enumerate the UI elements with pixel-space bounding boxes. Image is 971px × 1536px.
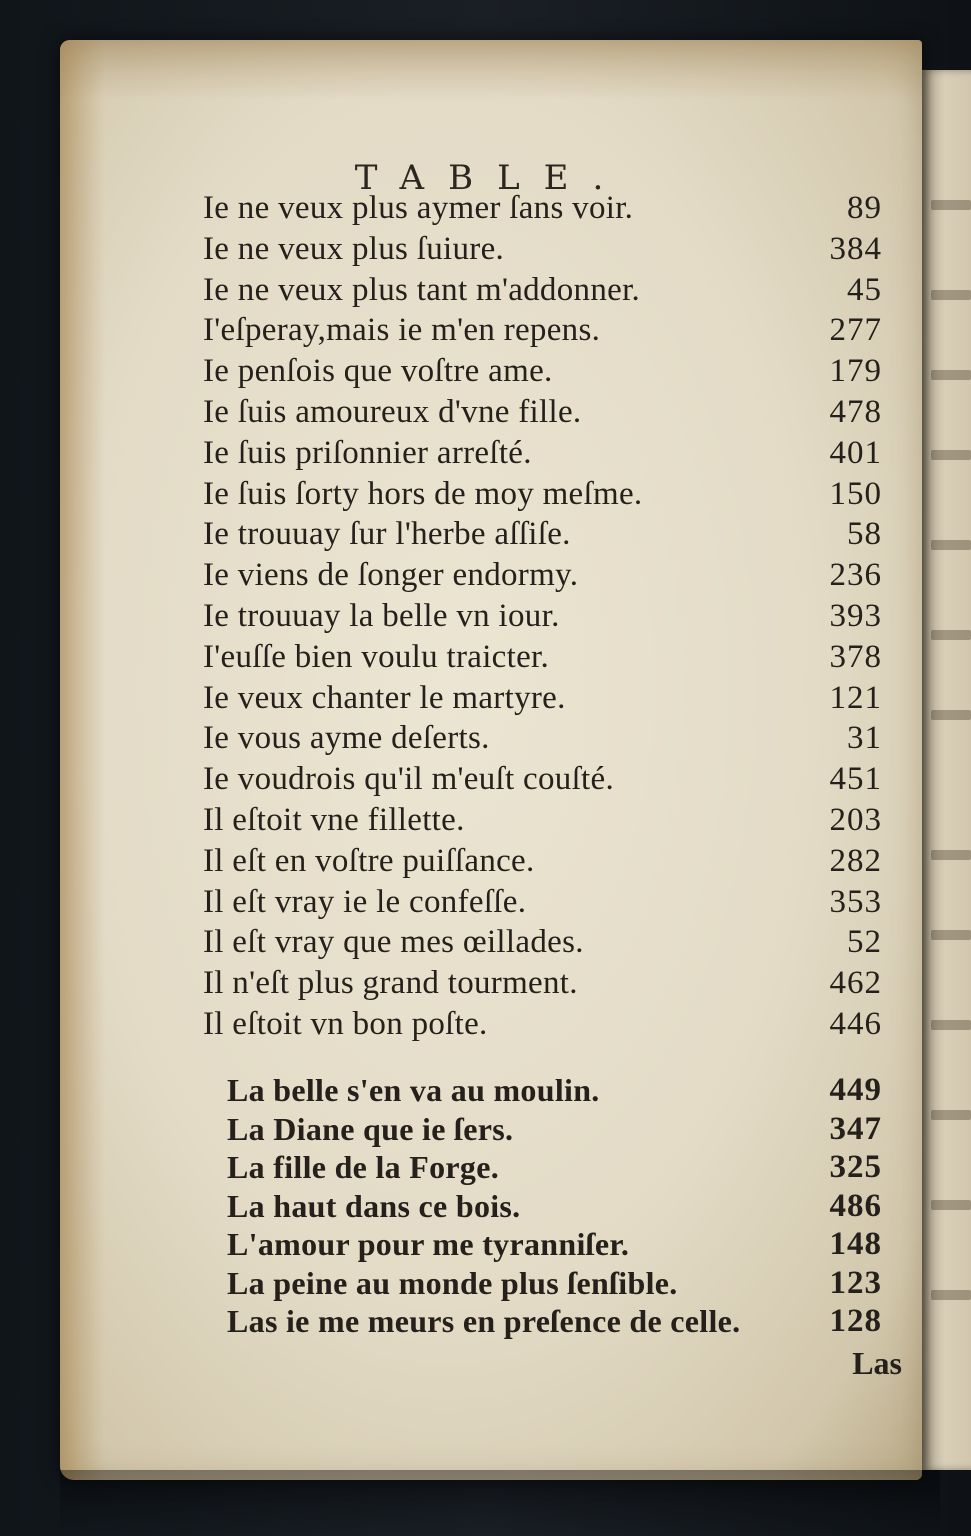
table-entry	[60, 312, 922, 352]
bleed-through-mark	[931, 540, 971, 550]
table-entry	[60, 1303, 922, 1343]
entry-page-number: 462	[829, 965, 882, 1002]
entry-title: Ie ſuis amoureux d'vne fille.	[203, 394, 582, 430]
table-entry	[60, 435, 922, 475]
catchword: Las	[852, 1345, 902, 1381]
entry-page-number: 150	[829, 475, 882, 512]
entry-page-number: 478	[829, 394, 882, 430]
entry-title: Ie voudrois qu'il m'euſt couſté.	[203, 761, 614, 798]
entry-title: Ie trouuay la belle vn iour.	[203, 598, 560, 634]
table-entry	[60, 843, 922, 883]
entry-title: Ie ne veux plus ſuiure.	[203, 230, 505, 267]
entry-title: Ie ſuis priſonnier arreſté.	[203, 434, 532, 471]
entry-page-number: 31	[847, 720, 882, 757]
entry-page-number: 393	[829, 598, 882, 634]
table-entry	[60, 476, 922, 516]
entry-title: Il eſt en voſtre puiſſance.	[203, 842, 535, 879]
entry-page-number: 148	[829, 1226, 882, 1262]
entry-page-number: 347	[829, 1110, 882, 1147]
entry-title: Il eſt vray que mes œillades.	[203, 924, 584, 961]
table-entry	[60, 884, 922, 924]
entry-page-number: 282	[829, 842, 882, 879]
entry-title: I'eſperay,mais ie m'en repens.	[203, 312, 601, 349]
bleed-through-mark	[931, 370, 971, 380]
table-entry	[60, 1265, 922, 1305]
entry-page-number: 236	[829, 557, 882, 594]
entry-page-number: 449	[829, 1072, 882, 1108]
table-entry	[60, 1149, 922, 1189]
table-entry	[60, 231, 922, 271]
entry-title: Il eſtoit vn bon poſte.	[203, 1006, 488, 1042]
entry-page-number: 486	[829, 1187, 882, 1224]
entry-page-number: 401	[829, 434, 882, 471]
bleed-through-mark	[931, 630, 971, 640]
table-entry	[60, 394, 922, 434]
table-entry	[60, 1072, 922, 1112]
table-entry	[60, 720, 922, 760]
table-entry	[60, 353, 922, 393]
entry-title: Las ie me meurs en preſence de celle.	[227, 1303, 741, 1339]
entry-title: La haut dans ce bois.	[227, 1187, 521, 1224]
entry-page-number: 45	[847, 271, 882, 308]
entry-title: La peine au monde plus ſenſible.	[227, 1264, 678, 1301]
entry-title: Il eſt vray ie le confeſſe.	[203, 883, 527, 920]
entry-page-number: 378	[829, 638, 882, 675]
entry-title: L'amour pour me tyranniſer.	[227, 1226, 630, 1262]
entry-page-number: 123	[829, 1264, 882, 1301]
entry-title: I'euſſe bien voulu traicter.	[203, 638, 550, 675]
table-entry	[60, 272, 922, 312]
bleed-through-mark	[931, 450, 971, 460]
table-entry	[60, 1226, 922, 1266]
table-entry	[60, 802, 922, 842]
bleed-through-mark	[931, 710, 971, 720]
entry-title: Ie ne veux plus tant m'addonner.	[203, 271, 641, 308]
entry-title: La belle s'en va au moulin.	[227, 1072, 600, 1108]
entry-page-number: 128	[829, 1303, 882, 1339]
entry-page-number: 353	[829, 883, 882, 920]
entry-page-number: 89	[847, 190, 882, 226]
table-entry	[60, 965, 922, 1005]
entry-title: Ie ſuis ſorty hors de moy meſme.	[203, 475, 643, 512]
entry-page-number: 203	[829, 802, 882, 838]
bleed-through-mark	[931, 850, 971, 860]
facing-page-edge	[918, 70, 971, 1470]
bleed-through-mark	[931, 930, 971, 940]
table-entry	[60, 761, 922, 801]
table-entry	[60, 516, 922, 556]
entry-page-number: 52	[847, 924, 882, 961]
bleed-through-mark	[931, 1290, 971, 1300]
entry-title: Ie vous ayme deſerts.	[203, 720, 490, 757]
entry-title: Ie veux chanter le martyre.	[203, 679, 566, 716]
table-entry	[60, 557, 922, 597]
entry-title: Il n'eſt plus grand tourment.	[203, 965, 578, 1002]
bleed-through-mark	[931, 290, 971, 300]
table-entries	[60, 40, 922, 1480]
entry-page-number: 446	[829, 1006, 882, 1042]
table-entry	[60, 924, 922, 964]
entry-page-number: 325	[829, 1149, 882, 1185]
bleed-through-mark	[931, 1020, 971, 1030]
table-entry	[60, 1006, 922, 1046]
entry-page-number: 179	[829, 353, 882, 390]
table-entry	[60, 1111, 922, 1151]
entry-title: Ie trouuay ſur l'herbe aſſiſe.	[203, 516, 571, 553]
entry-title: La Diane que ie ſers.	[227, 1110, 514, 1147]
table-entry	[60, 680, 922, 720]
entry-page-number: 451	[829, 761, 882, 798]
table-entry	[60, 639, 922, 679]
entry-title: Ie viens de ſonger endormy.	[203, 557, 579, 594]
entry-title: La fille de la Forge.	[227, 1149, 500, 1185]
entry-page-number: 277	[829, 312, 882, 349]
entry-page-number: 121	[829, 679, 882, 716]
bleed-through-mark	[931, 1200, 971, 1210]
running-head: TABLE.	[354, 158, 628, 198]
entry-title: Ie penſois que voſtre ame.	[203, 353, 553, 390]
entry-title: Ie ne veux plus aymer ſans voir.	[203, 190, 634, 226]
entry-page-number: 58	[847, 516, 882, 553]
entry-title: Il eſtoit vne fillette.	[203, 802, 465, 838]
table-entry	[60, 190, 922, 230]
table-entry	[60, 1188, 922, 1228]
bottom-shadow	[60, 1470, 940, 1536]
bleed-through-mark	[931, 200, 971, 210]
table-entry	[60, 598, 922, 638]
bleed-through-mark	[931, 1110, 971, 1120]
entry-page-number: 384	[829, 230, 882, 267]
table-page	[60, 40, 922, 1480]
